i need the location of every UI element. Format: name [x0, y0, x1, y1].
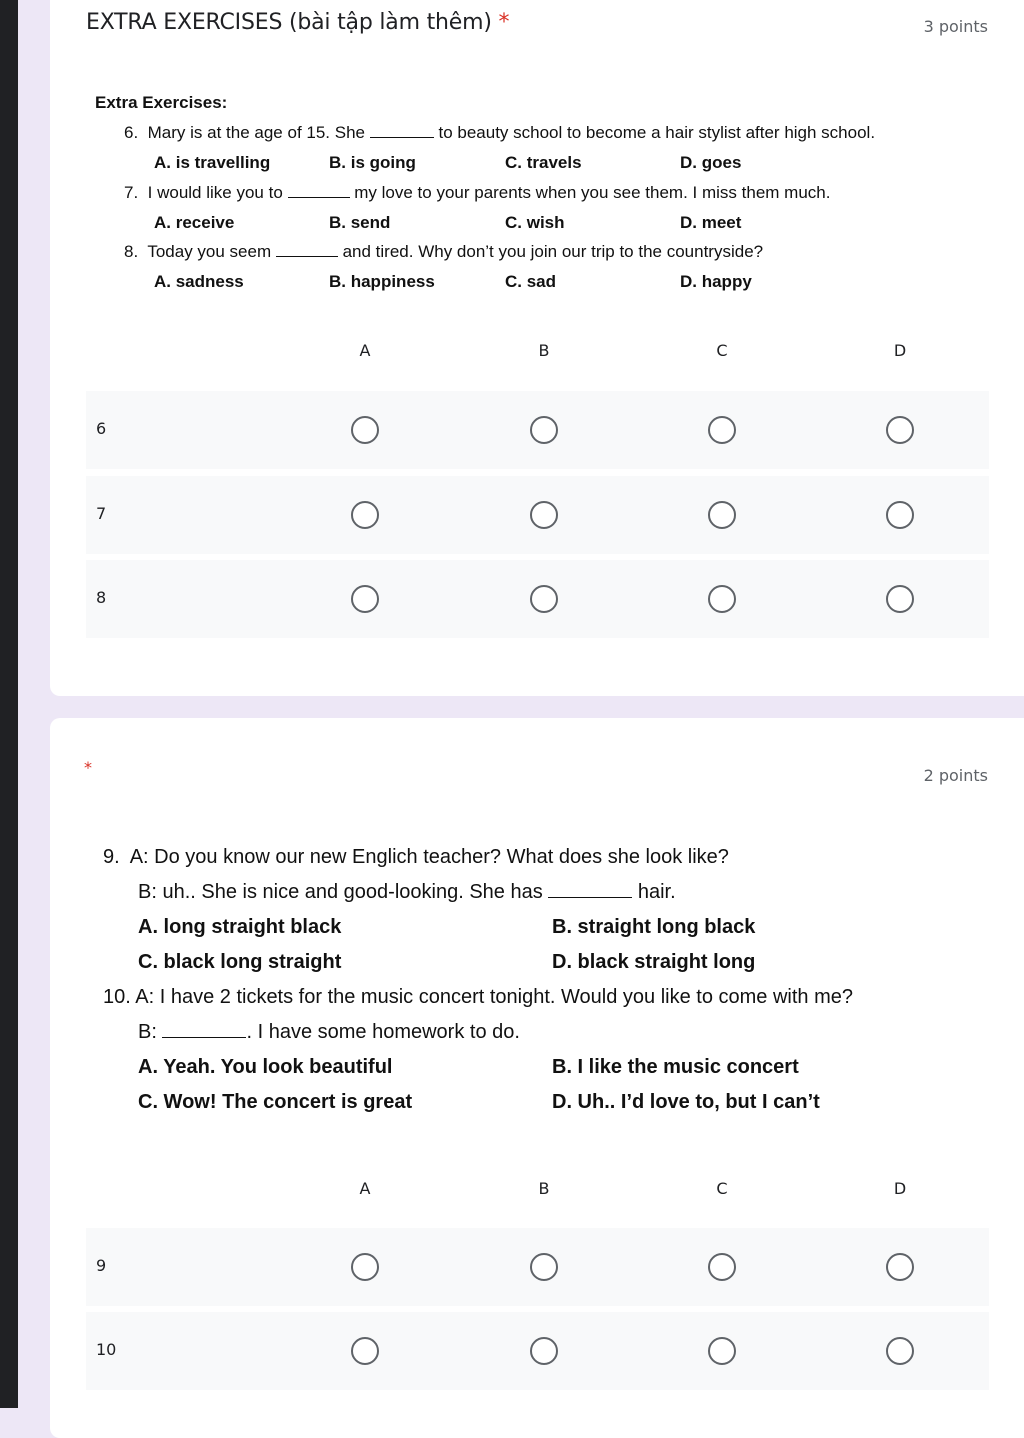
exercise-9-line-b	[138, 881, 676, 904]
exercise-8-sentence	[124, 242, 763, 262]
grid-row-9	[86, 1228, 989, 1306]
item-number: 10.	[103, 986, 131, 1008]
column-header-a: A	[359, 1179, 371, 1198]
exercise-7-sentence	[124, 183, 830, 203]
required-asterisk: *	[84, 758, 92, 777]
column-header-d: D	[893, 1179, 907, 1198]
sentence-start: Today you seem	[147, 242, 272, 261]
option-a: A. is travelling	[154, 153, 271, 172]
sentence-start: I would like you to	[147, 183, 283, 202]
option-d: D. black straight long	[552, 951, 756, 973]
radio-7-c[interactable]	[708, 501, 736, 529]
dialogue-line-start: B:	[138, 1021, 157, 1043]
row-label: 8	[96, 588, 107, 607]
column-header-c: C	[716, 341, 728, 360]
question-title	[86, 10, 509, 35]
radio-10-d[interactable]	[886, 1337, 914, 1365]
exercise-9-line-a	[103, 846, 729, 869]
radio-7-b[interactable]	[530, 501, 558, 529]
points-label: 3 points	[923, 17, 988, 36]
radio-9-d[interactable]	[886, 1253, 914, 1281]
row-label: 6	[96, 419, 107, 438]
option-b: B. send	[329, 213, 391, 232]
question-title-text: EXTRA EXERCISES (bài tập làm thêm)	[86, 10, 492, 35]
grid-row-10	[86, 1312, 989, 1390]
row-label: 10	[96, 1340, 117, 1359]
exercise-6-sentence	[124, 123, 875, 143]
radio-9-b[interactable]	[530, 1253, 558, 1281]
radio-9-a[interactable]	[351, 1253, 379, 1281]
dialogue-line: A: I have 2 tickets for the music concert tonight. Would you like to come with me?	[135, 986, 853, 1008]
option-c: C. Wow! The concert is great	[138, 1091, 413, 1113]
radio-9-c[interactable]	[708, 1253, 736, 1281]
question-card-extra-exercises	[50, 0, 1024, 696]
option-b: B. straight long black	[552, 916, 756, 938]
grid-row-7	[86, 476, 989, 554]
option-a: A. long straight black	[138, 916, 342, 938]
radio-10-a[interactable]	[351, 1337, 379, 1365]
option-d: D. goes	[680, 153, 742, 172]
answer-blank	[162, 1023, 246, 1038]
grid-row-8	[86, 560, 989, 638]
answer-blank	[370, 123, 434, 138]
exercise-heading: Extra Exercises:	[95, 93, 228, 112]
exercise-10-line-a	[103, 986, 853, 1009]
column-header-c: C	[716, 1179, 728, 1198]
option-a: A. receive	[154, 213, 235, 232]
dialogue-line-end: hair.	[637, 881, 676, 903]
dialogue-line-end: . I have some homework to do.	[246, 1021, 520, 1043]
column-header-b: B	[538, 341, 550, 360]
exercise-10-line-b	[138, 1021, 520, 1044]
radio-6-b[interactable]	[530, 416, 558, 444]
radio-10-c[interactable]	[708, 1337, 736, 1365]
grid-row-6	[86, 391, 989, 469]
option-d: D. Uh.. I’d love to, but I can’t	[552, 1091, 820, 1113]
points-label: 2 points	[923, 766, 988, 785]
sentence-start: Mary is at the age of 15. She	[147, 123, 365, 142]
option-d: D. meet	[680, 213, 742, 232]
item-number: 6.	[124, 123, 139, 142]
dialogue-line-start: B: uh.. She is nice and good-looking. She has	[138, 881, 543, 903]
radio-6-d[interactable]	[886, 416, 914, 444]
option-a: A. Yeah. You look beautiful	[138, 1056, 393, 1078]
radio-8-d[interactable]	[886, 585, 914, 613]
radio-7-d[interactable]	[886, 501, 914, 529]
sentence-end: to beauty school to become a hair stylist after high school.	[438, 123, 876, 142]
option-b: B. is going	[329, 153, 416, 172]
question-card-dialogues	[50, 718, 1024, 1438]
answer-blank	[288, 183, 350, 198]
column-header-d: D	[893, 341, 907, 360]
option-a: A. sadness	[154, 272, 244, 291]
sentence-end: my love to your parents when you see them. I miss them much.	[354, 183, 831, 202]
radio-8-a[interactable]	[351, 585, 379, 613]
option-c: C. wish	[505, 213, 565, 232]
item-number: 8.	[124, 242, 139, 261]
column-header-a: A	[359, 341, 371, 360]
sentence-end: and tired. Why don’t you join our trip to the countryside?	[342, 242, 764, 261]
item-number: 9.	[103, 846, 120, 868]
option-b: B. happiness	[329, 272, 435, 291]
answer-blank	[276, 242, 338, 257]
radio-10-b[interactable]	[530, 1337, 558, 1365]
dialogue-line: A: Do you know our new Englich teacher? What does she look like?	[129, 846, 729, 868]
row-label: 9	[96, 1256, 107, 1275]
column-header-b: B	[538, 1179, 550, 1198]
radio-6-c[interactable]	[708, 416, 736, 444]
left-edge-bar	[0, 0, 18, 1408]
required-asterisk: *	[498, 10, 510, 35]
option-d: D. happy	[680, 272, 752, 291]
option-c: C. sad	[505, 272, 557, 291]
option-c: C. travels	[505, 153, 582, 172]
radio-8-c[interactable]	[708, 585, 736, 613]
row-label: 7	[96, 504, 107, 523]
option-c: C. black long straight	[138, 951, 342, 973]
radio-7-a[interactable]	[351, 501, 379, 529]
item-number: 7.	[124, 183, 139, 202]
answer-blank	[548, 883, 632, 898]
option-b: B. I like the music concert	[552, 1056, 799, 1078]
radio-8-b[interactable]	[530, 585, 558, 613]
radio-6-a[interactable]	[351, 416, 379, 444]
